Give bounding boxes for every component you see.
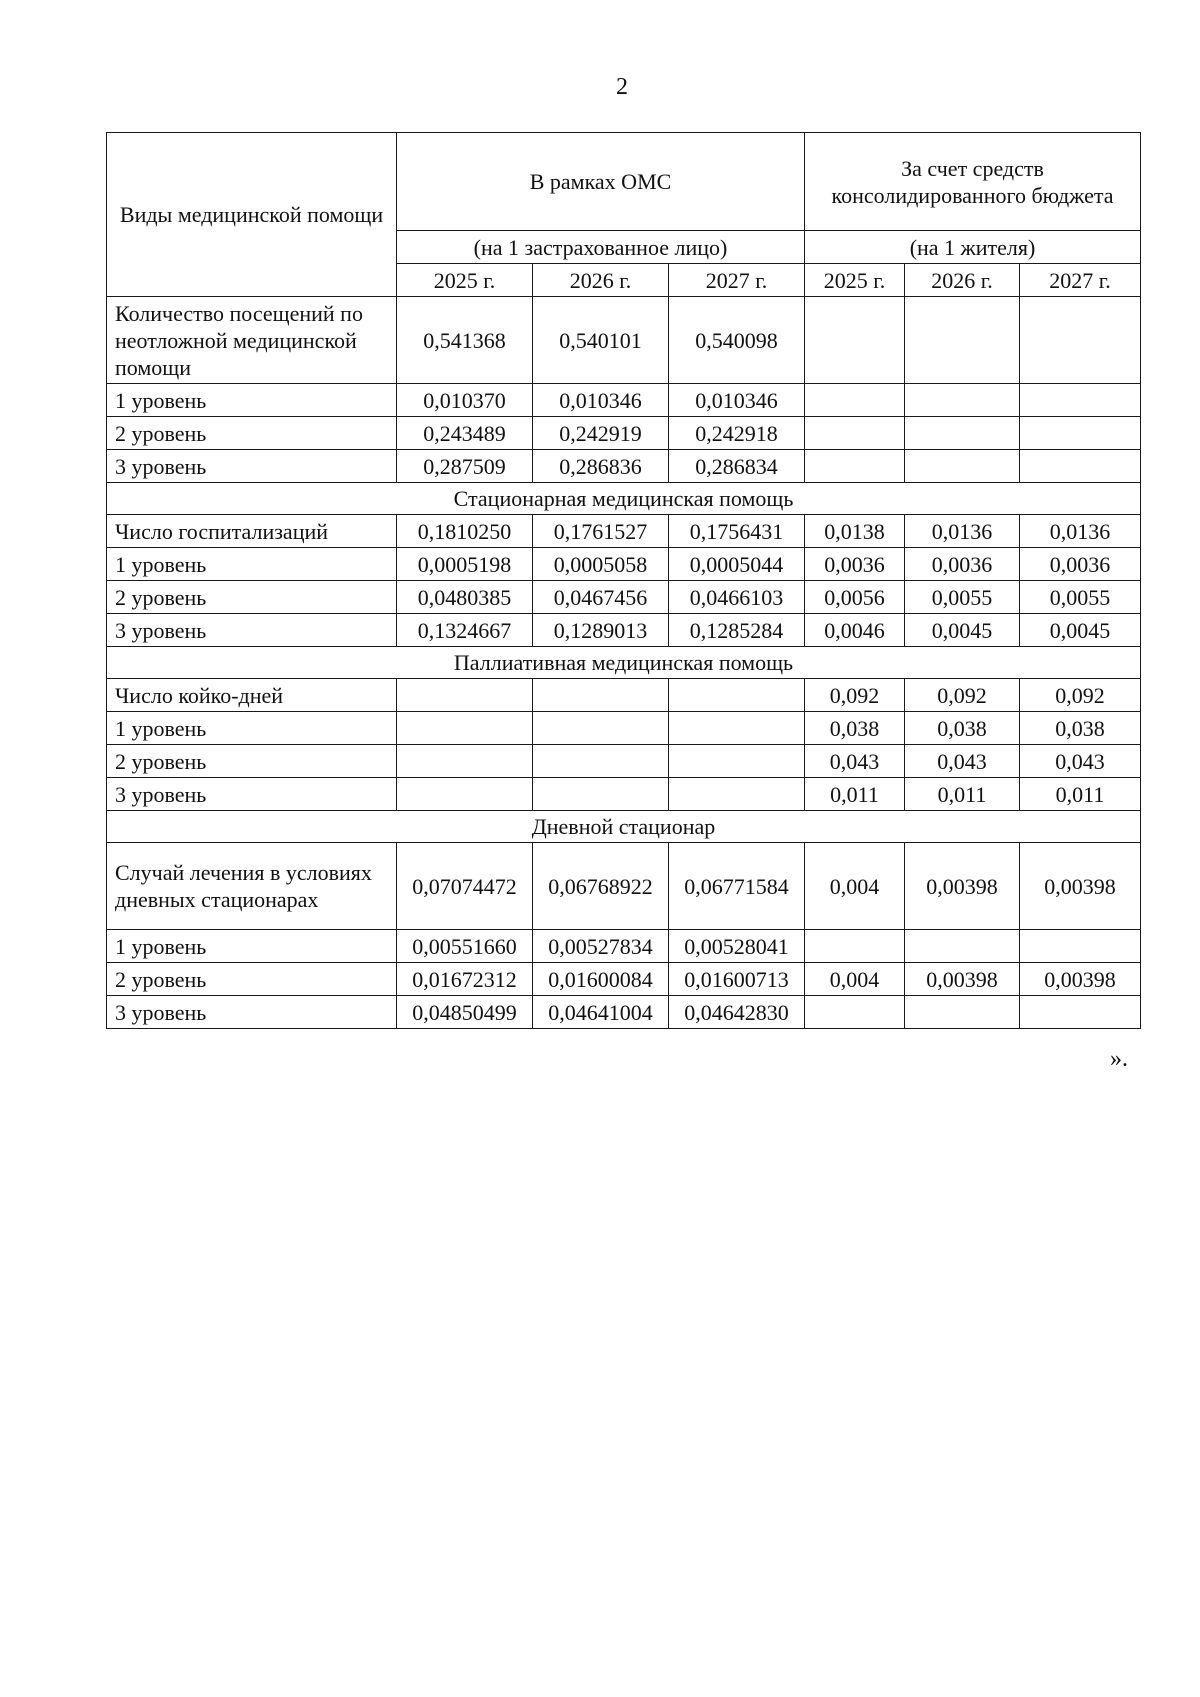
oms-value-cell: 0,286834 [669, 450, 805, 483]
budget-value-cell: 0,00398 [1020, 843, 1141, 930]
medical-care-volume-table [106, 132, 1141, 1029]
budget-value-cell: 0,0045 [905, 614, 1020, 647]
table-row [107, 963, 1141, 996]
year-header: 2025 г. [805, 264, 905, 297]
oms-value-cell: 0,541368 [397, 297, 533, 384]
oms-value-cell: 0,01600084 [533, 963, 669, 996]
oms-header: В рамках ОМС [397, 133, 805, 231]
oms-value-cell: 0,00528041 [669, 930, 805, 963]
table-row [107, 450, 1141, 483]
section-title: Паллиативная медицинская помощь [107, 647, 1141, 679]
oms-value-cell: 0,0467456 [533, 581, 669, 614]
budget-value-cell: 0,0036 [805, 548, 905, 581]
budget-value-cell: 0,0136 [1020, 515, 1141, 548]
budget-value-cell [1020, 930, 1141, 963]
oms-value-cell: 0,06768922 [533, 843, 669, 930]
budget-value-cell [805, 450, 905, 483]
oms-value-cell: 0,0466103 [669, 581, 805, 614]
oms-value-cell: 0,1289013 [533, 614, 669, 647]
budget-value-cell: 0,011 [1020, 778, 1141, 811]
row-label: 2 уровень [107, 417, 397, 450]
budget-value-cell: 0,004 [805, 843, 905, 930]
row-label: 3 уровень [107, 996, 397, 1029]
budget-value-cell: 0,0055 [1020, 581, 1141, 614]
oms-value-cell [533, 679, 669, 712]
table-row [107, 548, 1141, 581]
oms-value-cell [533, 712, 669, 745]
budget-value-cell [905, 384, 1020, 417]
row-label: 3 уровень [107, 778, 397, 811]
section-row [107, 811, 1141, 843]
budget-value-cell [905, 930, 1020, 963]
table-row [107, 614, 1141, 647]
budget-value-cell: 0,0036 [905, 548, 1020, 581]
budget-value-cell: 0,038 [1020, 712, 1141, 745]
oms-value-cell: 0,243489 [397, 417, 533, 450]
oms-value-cell: 0,1756431 [669, 515, 805, 548]
budget-value-cell: 0,0136 [905, 515, 1020, 548]
budget-value-cell [905, 450, 1020, 483]
oms-value-cell [533, 778, 669, 811]
table-row [107, 515, 1141, 548]
budget-value-cell [1020, 996, 1141, 1029]
oms-value-cell: 0,287509 [397, 450, 533, 483]
budget-value-cell [805, 930, 905, 963]
budget-value-cell: 0,0056 [805, 581, 905, 614]
budget-value-cell: 0,092 [805, 679, 905, 712]
oms-value-cell [669, 712, 805, 745]
header-row-main [107, 133, 1141, 231]
budget-value-cell [905, 996, 1020, 1029]
table-row [107, 843, 1141, 930]
budget-value-cell: 0,004 [805, 963, 905, 996]
row-label: Случай лечения в условиях дневных стационарах [107, 843, 397, 930]
oms-value-cell: 0,010346 [533, 384, 669, 417]
oms-value-cell: 0,01600713 [669, 963, 805, 996]
budget-value-cell: 0,00398 [1020, 963, 1141, 996]
row-label: Число госпитализаций [107, 515, 397, 548]
oms-value-cell: 0,00551660 [397, 930, 533, 963]
table-row [107, 581, 1141, 614]
row-label: 1 уровень [107, 384, 397, 417]
budget-value-cell [805, 297, 905, 384]
budget-value-cell [1020, 297, 1141, 384]
budget-value-cell [1020, 417, 1141, 450]
oms-value-cell: 0,01672312 [397, 963, 533, 996]
oms-value-cell: 0,540101 [533, 297, 669, 384]
oms-value-cell: 0,07074472 [397, 843, 533, 930]
row-label: 1 уровень [107, 548, 397, 581]
section-row [107, 647, 1141, 679]
oms-value-cell: 0,1285284 [669, 614, 805, 647]
oms-value-cell: 0,1761527 [533, 515, 669, 548]
oms-value-cell: 0,010370 [397, 384, 533, 417]
row-label: 1 уровень [107, 712, 397, 745]
budget-value-cell [905, 417, 1020, 450]
oms-value-cell: 0,0005198 [397, 548, 533, 581]
row-label: 3 уровень [107, 450, 397, 483]
year-header: 2027 г. [1020, 264, 1141, 297]
row-label: 1 уровень [107, 930, 397, 963]
oms-value-cell: 0,286836 [533, 450, 669, 483]
oms-value-cell: 0,0005058 [533, 548, 669, 581]
budget-unit-header: (на 1 жителя) [805, 231, 1141, 264]
budget-value-cell: 0,092 [1020, 679, 1141, 712]
budget-value-cell: 0,043 [905, 745, 1020, 778]
budget-value-cell: 0,092 [905, 679, 1020, 712]
oms-value-cell: 0,04850499 [397, 996, 533, 1029]
budget-value-cell: 0,0045 [1020, 614, 1141, 647]
row-label: Число койко-дней [107, 679, 397, 712]
table-row [107, 384, 1141, 417]
row-label: 2 уровень [107, 581, 397, 614]
table-row [107, 712, 1141, 745]
oms-value-cell: 0,0480385 [397, 581, 533, 614]
oms-value-cell [669, 745, 805, 778]
oms-value-cell: 0,04642830 [669, 996, 805, 1029]
budget-value-cell [805, 996, 905, 1029]
year-header: 2027 г. [669, 264, 805, 297]
oms-value-cell: 0,540098 [669, 297, 805, 384]
oms-value-cell [397, 745, 533, 778]
oms-value-cell [669, 679, 805, 712]
budget-value-cell: 0,0138 [805, 515, 905, 548]
row-label: 2 уровень [107, 963, 397, 996]
row-label: 2 уровень [107, 745, 397, 778]
table-row [107, 679, 1141, 712]
section-row [107, 483, 1141, 515]
budget-value-cell [1020, 450, 1141, 483]
oms-value-cell: 0,1810250 [397, 515, 533, 548]
budget-value-cell: 0,0055 [905, 581, 1020, 614]
oms-value-cell: 0,0005044 [669, 548, 805, 581]
oms-unit-header: (на 1 застрахованное лицо) [397, 231, 805, 264]
oms-value-cell [397, 778, 533, 811]
col-label-header: Виды медицинской помощи [107, 133, 397, 297]
oms-value-cell: 0,242919 [533, 417, 669, 450]
oms-value-cell: 0,1324667 [397, 614, 533, 647]
table-row [107, 930, 1141, 963]
year-header: 2026 г. [905, 264, 1020, 297]
section-title: Дневной стационар [107, 811, 1141, 843]
oms-value-cell: 0,00527834 [533, 930, 669, 963]
oms-value-cell [533, 745, 669, 778]
oms-value-cell [397, 679, 533, 712]
table-row [107, 297, 1141, 384]
oms-value-cell [669, 778, 805, 811]
budget-value-cell: 0,043 [805, 745, 905, 778]
oms-value-cell: 0,04641004 [533, 996, 669, 1029]
budget-header: За счет средств консолидированного бюджета [805, 133, 1141, 231]
budget-value-cell [805, 417, 905, 450]
row-label: 3 уровень [107, 614, 397, 647]
budget-value-cell: 0,043 [1020, 745, 1141, 778]
row-label: Количество посещений по неотложной медицинской помощи [107, 297, 397, 384]
budget-value-cell: 0,00398 [905, 843, 1020, 930]
table-row [107, 417, 1141, 450]
oms-value-cell: 0,242918 [669, 417, 805, 450]
closing-quote: ». [1110, 1046, 1128, 1072]
section-title: Стационарная медицинская помощь [107, 483, 1141, 515]
year-header: 2025 г. [397, 264, 533, 297]
budget-value-cell: 0,011 [805, 778, 905, 811]
budget-value-cell [905, 297, 1020, 384]
budget-value-cell: 0,038 [805, 712, 905, 745]
budget-value-cell: 0,011 [905, 778, 1020, 811]
page-number: 2 [616, 74, 628, 100]
budget-value-cell [805, 384, 905, 417]
oms-value-cell: 0,010346 [669, 384, 805, 417]
budget-value-cell: 0,0036 [1020, 548, 1141, 581]
budget-value-cell [1020, 384, 1141, 417]
oms-value-cell [397, 712, 533, 745]
year-header: 2026 г. [533, 264, 669, 297]
budget-value-cell: 0,00398 [905, 963, 1020, 996]
table-row [107, 745, 1141, 778]
budget-value-cell: 0,0046 [805, 614, 905, 647]
table-row [107, 778, 1141, 811]
oms-value-cell: 0,06771584 [669, 843, 805, 930]
budget-value-cell: 0,038 [905, 712, 1020, 745]
table-row [107, 996, 1141, 1029]
